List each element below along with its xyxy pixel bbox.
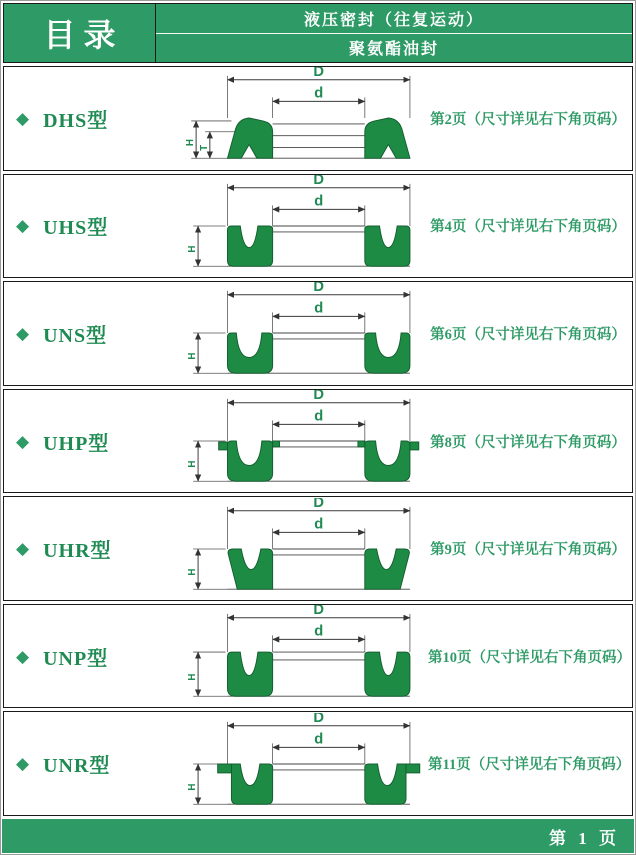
seal-lip-left [228, 226, 273, 266]
page-reference: 第2页（尺寸详见右下角页码） [430, 111, 626, 128]
seal-lip-right [365, 118, 410, 158]
seal-lip-left [228, 549, 273, 589]
seal-type-label: UHR型 [43, 540, 112, 563]
seal-cross-section-diagram [184, 605, 424, 707]
footer [2, 819, 634, 853]
header-right [156, 4, 632, 62]
seal-diagram-dhs [185, 67, 423, 169]
catalog-row [3, 711, 633, 816]
seal-cross-section-diagram [184, 498, 424, 600]
seal-type-label: UHP型 [43, 432, 110, 455]
dim-label-D: D [313, 174, 325, 188]
dim-label-H: H [185, 139, 197, 147]
catalog-row [3, 496, 633, 601]
seal-type-cell [4, 427, 184, 456]
catalog-row [3, 174, 633, 279]
dim-label-d: d [314, 623, 324, 640]
seal-cross-section-diagram [184, 713, 424, 815]
seal-diagram-unr [185, 713, 423, 815]
seal-lip-right [365, 764, 420, 804]
dim-label-D: D [313, 282, 325, 296]
page-reference: 第11页（尺寸详见右下角页码） [428, 757, 631, 774]
page-reference: 第4页（尺寸详见右下角页码） [430, 219, 626, 236]
page-reference: 第10页（尺寸详见右下角页码） [428, 649, 631, 666]
seal-cross-section-diagram [184, 175, 424, 277]
dim-label-D: D [313, 67, 325, 81]
seal-diagram-uhs [185, 175, 423, 277]
seal-type-label: UHS型 [43, 217, 109, 240]
seal-diagram-uhr [185, 498, 423, 600]
seal-diagram-unp [185, 605, 423, 707]
dim-label-D: D [313, 605, 325, 618]
catalog-rows [1, 63, 635, 819]
dim-label-d: d [314, 731, 324, 748]
seal-type-cell [4, 534, 184, 563]
diamond-bullet-icon: ◆ [16, 431, 30, 451]
seal-diagram-uhp [185, 390, 423, 492]
dim-label-T: T [198, 145, 210, 152]
seal-lip-left [228, 652, 273, 696]
seal-cross-section-diagram [184, 282, 424, 384]
dim-label-H: H [187, 460, 199, 468]
page-reference: 第9页（尺寸详见右下角页码） [430, 542, 626, 559]
diamond-bullet-icon: ◆ [16, 646, 30, 666]
page-reference: 第8页（尺寸详见右下角页码） [430, 434, 626, 451]
seal-diagram-uns [185, 282, 423, 384]
catalog-row [3, 66, 633, 171]
seal-type-label: UNS型 [43, 324, 108, 347]
dim-label-d: d [314, 193, 324, 210]
seal-lip-left [218, 764, 273, 804]
diamond-bullet-icon: ◆ [16, 108, 30, 128]
seal-type-cell [4, 211, 184, 240]
dim-label-d: d [314, 515, 324, 532]
dim-label-H: H [187, 245, 199, 253]
header [3, 3, 633, 63]
catalog-row [3, 281, 633, 386]
toc-title-cell [4, 4, 156, 62]
seal-lip-right [365, 333, 410, 373]
diamond-bullet-icon: ◆ [16, 754, 30, 774]
seal-cross-section-diagram [184, 67, 424, 169]
page-reference: 第6页（尺寸详见右下角页码） [430, 326, 626, 343]
catalog-row [3, 604, 633, 709]
toc-title: 目录 [43, 17, 124, 53]
seal-lip-left [228, 118, 273, 158]
seal-type-cell [4, 749, 184, 778]
seal-lip-right [365, 226, 410, 266]
seal-type-label: UNR型 [43, 755, 111, 778]
seal-type-cell [4, 104, 184, 133]
seal-lip-right [358, 441, 419, 481]
dim-label-H: H [187, 673, 199, 681]
seal-lip-left [219, 441, 280, 481]
dim-label-D: D [313, 497, 325, 511]
diamond-bullet-icon: ◆ [16, 216, 30, 236]
dim-label-D: D [313, 390, 325, 403]
dim-label-H: H [187, 568, 199, 576]
dim-label-H: H [187, 352, 199, 361]
dim-label-d: d [314, 300, 324, 317]
seal-lip-left [228, 333, 273, 373]
dim-label-d: d [314, 408, 324, 425]
header-category: 液压密封（往复运动） [156, 4, 632, 34]
catalog-row [3, 389, 633, 494]
seal-lip-right [365, 549, 410, 589]
dim-label-D: D [313, 712, 325, 726]
header-subcategory: 聚氨酯油封 [348, 41, 439, 59]
dim-label-d: d [314, 85, 324, 102]
dim-label-H: H [187, 783, 199, 791]
seal-type-cell [4, 319, 184, 348]
seal-cross-section-diagram [184, 390, 424, 492]
footer-page-number: 第 1 页 [549, 828, 620, 848]
seal-type-label: DHS型 [43, 109, 109, 132]
diamond-bullet-icon: ◆ [16, 323, 30, 343]
diamond-bullet-icon: ◆ [16, 539, 30, 559]
seal-type-cell [4, 642, 184, 671]
seal-type-label: UNP型 [43, 647, 109, 670]
seal-lip-right [365, 652, 410, 696]
